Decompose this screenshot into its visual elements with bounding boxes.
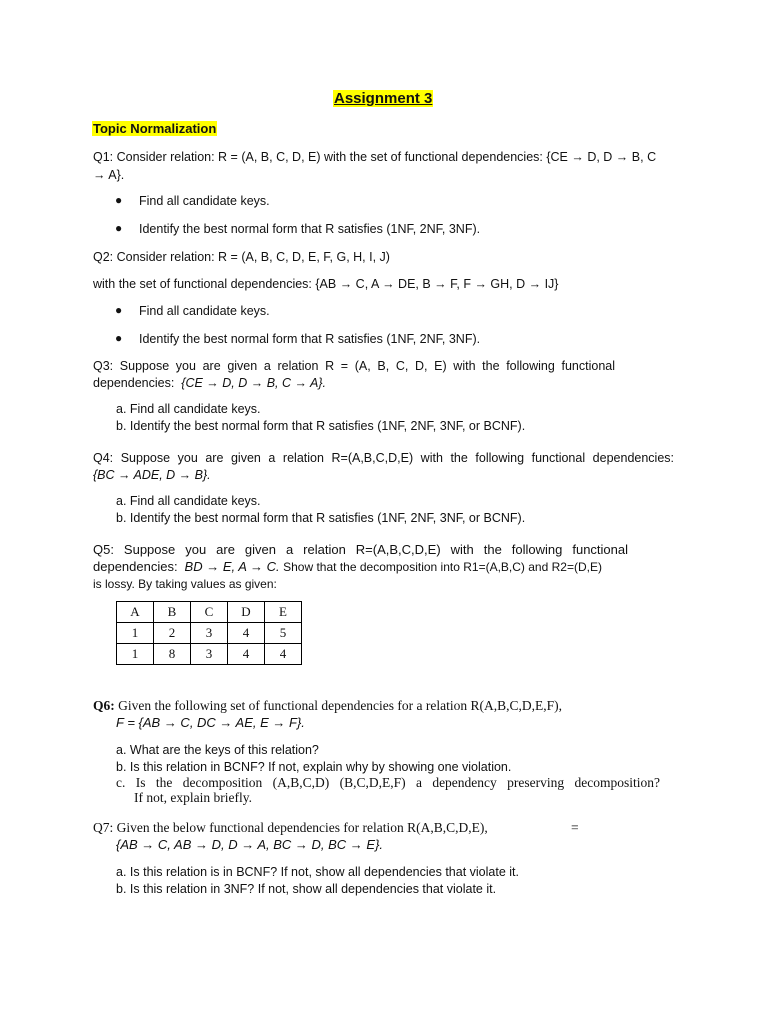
column-header: E — [265, 602, 302, 623]
table-cell: 8 — [154, 644, 191, 665]
q7-item-b: b. Is this relation in 3NF? If not, show all dependencies that violate it. — [116, 882, 497, 896]
q6-line2: F = {AB → C, DC → AE, E → F}. — [116, 715, 305, 730]
q3-item-a: a. Find all candidate keys. — [116, 402, 261, 416]
q3-line1: Q3: Suppose you are given a relation R = (A, B, C, D, E) with the following functional — [93, 359, 615, 373]
q2-line1: Q2: Consider relation: R = (A, B, C, D, E, F, G, H, I, J) — [93, 250, 390, 264]
table-cell: 3 — [191, 644, 228, 665]
q4-line2: {BC → ADE, D → B}. — [93, 468, 211, 482]
table-cell: 1 — [117, 644, 154, 665]
column-header: A — [117, 602, 154, 623]
q7-line1: Q7: Given the below functional dependencies for relation R(A,B,C,D,E), — [93, 820, 488, 835]
table-cell: 4 — [228, 623, 265, 644]
column-header: D — [228, 602, 265, 623]
q1-bullet-1: Find all candidate keys. — [139, 194, 270, 208]
topic-heading: Topic Normalization — [93, 121, 217, 136]
q5-line3: is lossy. By taking values as given: — [93, 577, 277, 591]
q2-bullet-2: Identify the best normal form that R satisfies (1NF, 2NF, 3NF). — [139, 332, 481, 346]
bullet-icon: ● — [115, 193, 123, 207]
q6-line1: Q6: Given the following set of functional dependencies for a relation R(A,B,C,D,E,F), — [93, 698, 563, 713]
q7-line1-tail: = — [571, 820, 579, 835]
q3-line2: dependencies: {CE → D, D → B, C → A}. — [93, 376, 326, 390]
q4-line1: Q4: Suppose you are given a relation R=(A,B,C,D,E) with the following functional dependencies: — [93, 451, 674, 465]
table-header-row — [117, 602, 302, 623]
q1-line2: → A}. — [93, 168, 125, 182]
table-cell: 2 — [154, 623, 191, 644]
q1-line1: Q1: Consider relation: R = (A, B, C, D, E) with the set of functional dependencies: {CE → D, D → B, C — [93, 150, 657, 164]
q4-item-b: b. Identify the best normal form that R satisfies (1NF, 2NF, 3NF, or BCNF). — [116, 511, 526, 525]
q4-item-a: a. Find all candidate keys. — [116, 494, 261, 508]
q5-line2: dependencies: BD → E, A → C. Show that the decomposition into R1=(A,B,C) and R2=(D,E) — [93, 559, 602, 574]
table-row — [117, 623, 302, 644]
table-cell: 1 — [117, 623, 154, 644]
relation-table — [116, 601, 302, 665]
table-cell: 4 — [265, 644, 302, 665]
q2-bullet-1: Find all candidate keys. — [139, 304, 270, 318]
page-title: Assignment 3 — [334, 90, 433, 107]
bullet-icon: ● — [115, 221, 123, 235]
q6-item-c-cont: If not, explain briefly. — [134, 790, 252, 805]
table-cell: 3 — [191, 623, 228, 644]
column-header: C — [191, 602, 228, 623]
q6-item-a: a. What are the keys of this relation? — [116, 743, 319, 757]
table-cell: 5 — [265, 623, 302, 644]
bullet-icon: ● — [115, 303, 123, 317]
q1-bullet-2: Identify the best normal form that R satisfies (1NF, 2NF, 3NF). — [139, 222, 481, 236]
bullet-icon: ● — [115, 331, 123, 345]
table-row — [117, 644, 302, 665]
q7-line2: {AB → C, AB → D, D → A, BC → D, BC → E}. — [116, 837, 384, 852]
table-cell: 4 — [228, 644, 265, 665]
q7-item-a: a. Is this relation is in BCNF? If not, show all dependencies that violate it. — [116, 865, 519, 879]
q6-item-c: c. Is the decomposition (A,B,C,D) (B,C,D,E,F) a dependency preserving decomposition? — [116, 775, 660, 790]
column-header: B — [154, 602, 191, 623]
q6-item-b: b. Is this relation in BCNF? If not, explain why by showing one violation. — [116, 760, 512, 774]
q3-item-b: b. Identify the best normal form that R satisfies (1NF, 2NF, 3NF, or BCNF). — [116, 419, 526, 433]
q5-line1: Q5: Suppose you are given a relation R=(A,B,C,D,E) with the following functional — [93, 542, 628, 557]
q2-line2: with the set of functional dependencies: {AB → C, A → DE, B → F, F → GH, D → IJ} — [93, 277, 559, 291]
